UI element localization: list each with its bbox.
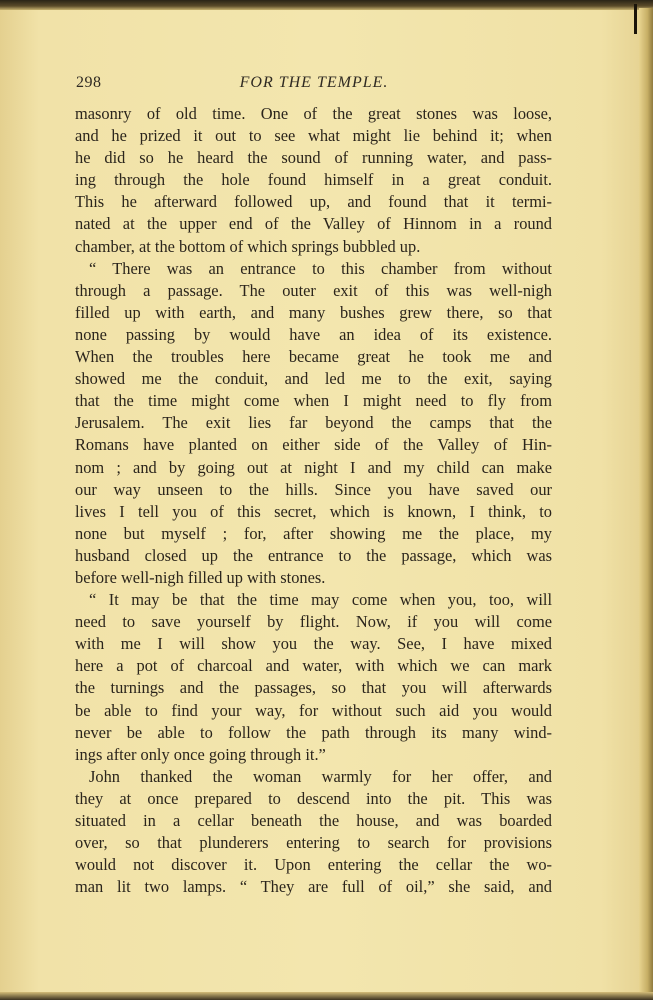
- text-line: situated in a cellar beneath the house, and was boarded: [75, 811, 552, 830]
- text-line: our way unseen to the hills. Since you have saved our: [75, 479, 552, 499]
- text-line: nated at the upper end of the Valley of Hinnom in a round: [75, 214, 552, 234]
- text-line: “ It may be that the time may come when you, too, will: [89, 590, 552, 610]
- text-line: Jerusalem. The exit lies far beyond the camps that the: [75, 413, 552, 433]
- text-line: need to save yourself by flight. Now, if you will come: [75, 612, 552, 632]
- page-number: 298: [76, 74, 102, 91]
- text-line: the turnings and the passages, so that you will afterwards: [75, 678, 552, 698]
- text-line: chamber, at the bottom of which springs bubbled up.: [75, 236, 421, 256]
- text-line: husband closed up the entrance to the passage, which was: [75, 545, 552, 565]
- text-line: over, so that plunderers entering to search for provisions: [75, 833, 552, 853]
- text-line: through a passage. The outer exit of this was well-nigh: [75, 280, 552, 300]
- text-line: masonry of old time. One of the great stones was loose,: [75, 104, 552, 123]
- text-line: he did so he heard the sound of running water, and pass-: [75, 148, 552, 168]
- text-line: showed me the conduit, and led me to the exit, saying: [75, 369, 552, 389]
- body-text: [75, 103, 552, 898]
- text-line: none but myself ; for, after showing me the place, my: [75, 523, 552, 543]
- text-line: ings after only once going through it.”: [75, 744, 326, 764]
- right-page-edge: [639, 8, 653, 993]
- top-page-edge: [0, 0, 653, 10]
- text-line: When the troubles here became great he took me and: [75, 347, 552, 367]
- bookmark-ribbon: [634, 4, 637, 34]
- text-line: they at once prepared to descend into the pit. This was: [75, 788, 552, 808]
- text-line: would not discover it. Upon entering the cellar the wo-: [75, 855, 552, 875]
- text-line: never be able to follow the path through its many wind-: [75, 722, 552, 742]
- bottom-page-edge: [0, 992, 653, 1000]
- text-line: that the time might come when I might need to fly from: [75, 391, 552, 411]
- text-line: This he afterward followed up, and found that it termi-: [75, 192, 552, 212]
- running-head: FOR THE TEMPLE.: [239, 74, 389, 91]
- text-line: Romans have planted on either side of the Valley of Hin-: [75, 435, 552, 455]
- text-line: here a pot of charcoal and water, with which we can mark: [75, 656, 552, 676]
- text-line: lives I tell you of this secret, which is known, I think, to: [75, 501, 552, 521]
- text-line: nom ; and by going out at night I and my child can make: [75, 457, 552, 477]
- text-line: before well-nigh filled up with stones.: [75, 567, 326, 587]
- text-line: none passing by would have an idea of its existence.: [75, 324, 552, 344]
- page-header: [76, 74, 552, 96]
- text-line: with me I will show you the way. See, I have mixed: [75, 634, 552, 654]
- text-line: and he prized it out to see what might lie behind it; when: [75, 126, 552, 146]
- text-line: “ There was an entrance to this chamber from without: [89, 258, 552, 278]
- text-line: be able to find your way, for without such aid you would: [75, 700, 552, 720]
- text-line: filled up with earth, and many bushes grew there, so that: [75, 302, 552, 322]
- text-line: John thanked the woman warmly for her offer, and: [89, 766, 552, 786]
- text-line: man lit two lamps. “ They are full of oil,” she said, and: [75, 877, 552, 897]
- text-line: ing through the hole found himself in a great conduit.: [75, 170, 552, 190]
